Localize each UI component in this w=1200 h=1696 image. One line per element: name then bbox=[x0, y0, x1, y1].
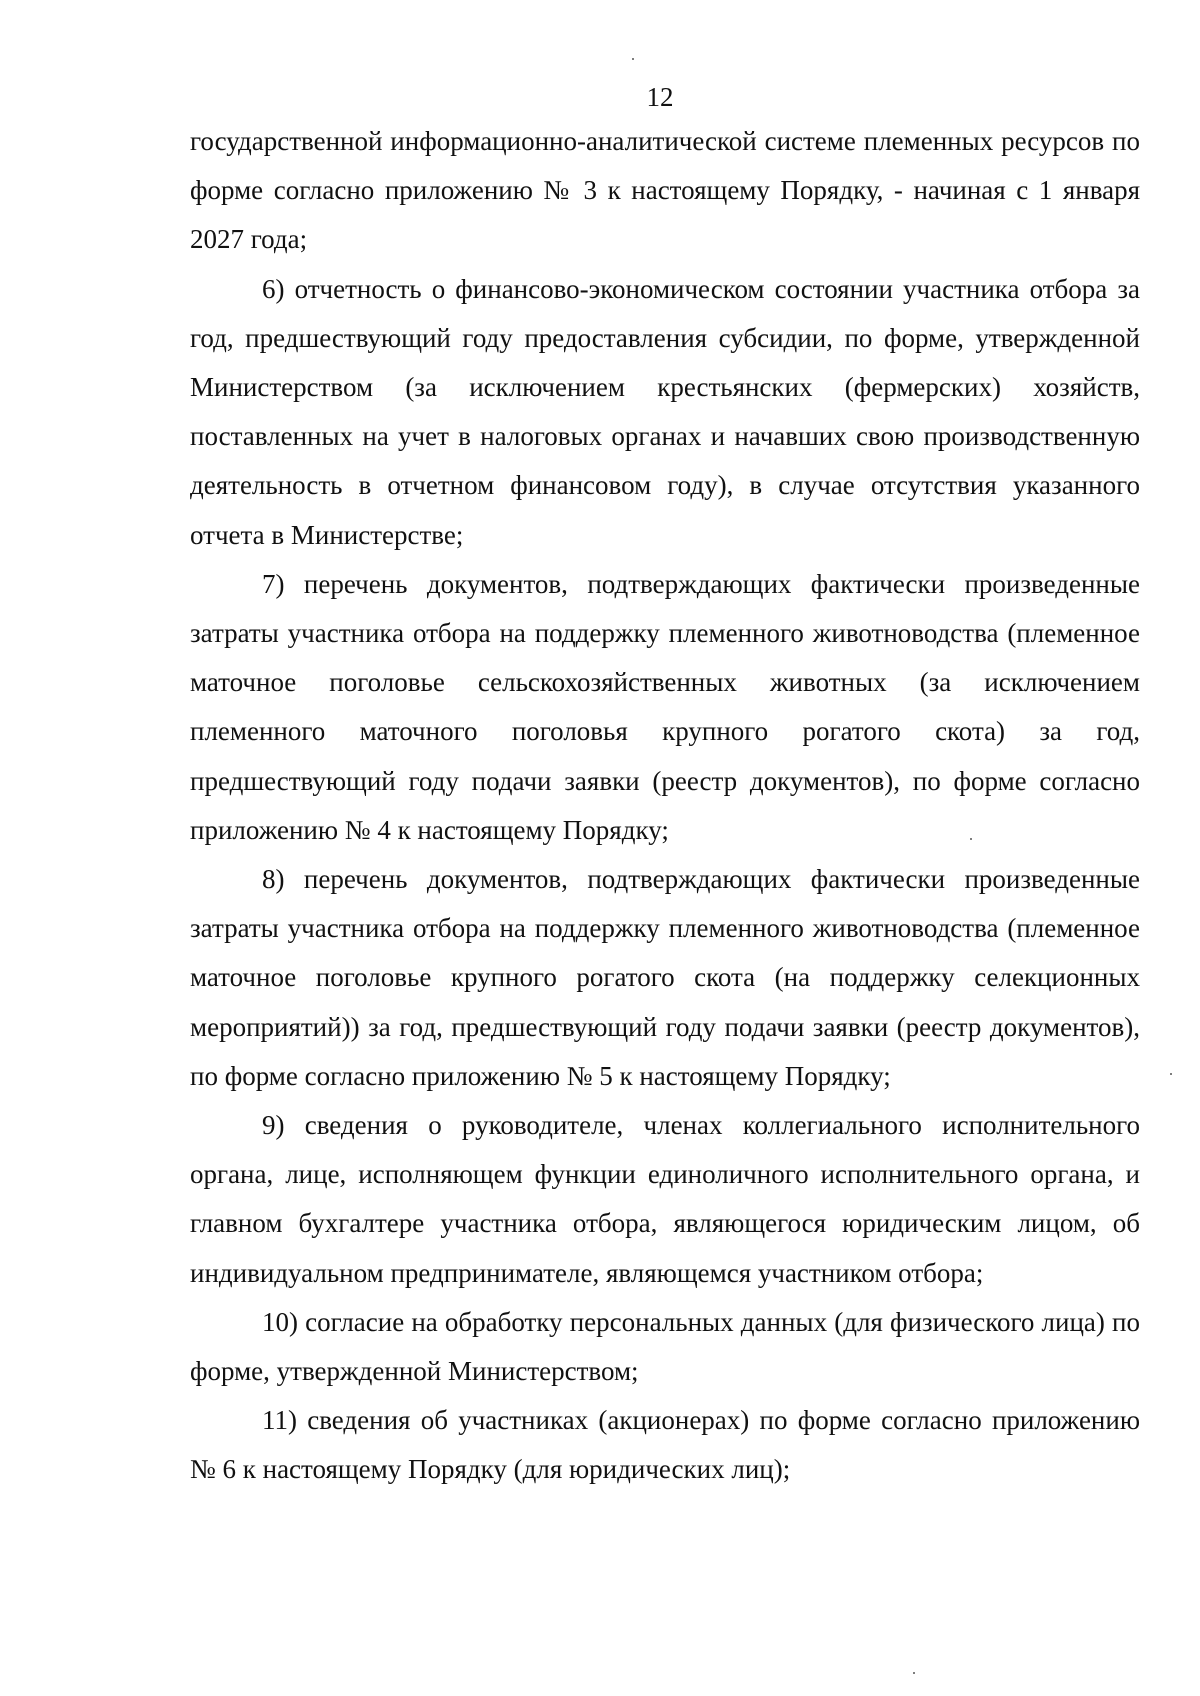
paragraph-item-10: 10) согласие на обработку персональных данных (для физического лица) по форме, утвержденной Министерством; bbox=[190, 1306, 1140, 1387]
scan-speck bbox=[913, 1672, 915, 1674]
paragraph-item-8: 8) перечень документов, подтверждающих фактически произведенные затраты участника отбора на поддержку племенного животноводства (племенное маточное поголовье крупного рогатого скота (на поддержку селекционных мероприятий)) за год, предшествующий году подачи заявки (реестр документов), по форме согласно приложению № 5 к настоящему Порядку; bbox=[190, 864, 1140, 1091]
document-body bbox=[190, 117, 1140, 1495]
paragraph-continuation: государственной информационно-аналитической системе племенных ресурсов по форме согласно приложению № 3 к настоящему Порядку, - начиная с 1 января 2027 года; bbox=[190, 126, 1140, 255]
page-number: 12 bbox=[646, 82, 674, 112]
paragraph-item-7: 7) перечень документов, подтверждающих фактически произведенные затраты участника отбора на поддержку племенного животноводства (племенное маточное поголовье сельскохозяйственных животных (за исключением племенного маточного поголовья крупного рогатого скота) за год, предшествующий году подачи заявки (реестр документов), по форме согласно приложению № 4 к настоящему Порядку; bbox=[190, 568, 1140, 845]
paragraph-item-11: 11) сведения об участниках (акционерах) по форме согласно приложению № 6 к настоящему Порядку (для юридических лиц); bbox=[190, 1405, 1140, 1485]
paragraph-item-9: 9) сведения о руководителе, членах коллегиального исполнительного органа, лице, исполняющем функции единоличного исполнительного органа, и главном бухгалтере участника отбора, являющегося юридическим лицом, об индивидуальном предпринимателе, являющемся участником отбора; bbox=[190, 1110, 1140, 1288]
scan-speck bbox=[632, 58, 634, 60]
scan-speck bbox=[1170, 1073, 1172, 1075]
paragraph-item-6: 6) отчетность о финансово-экономическом состоянии участника отбора за год, предшествующий году предоставления субсидии, по форме, утвержденной Министерством (за исключением крестьянских (фермерских) хозяйств, поставленных на учет в налоговых органах и начавших свою производственную деятельность в отчетном финансовом году), в случае отсутствия указанного отчета в Министерстве; bbox=[190, 273, 1140, 550]
